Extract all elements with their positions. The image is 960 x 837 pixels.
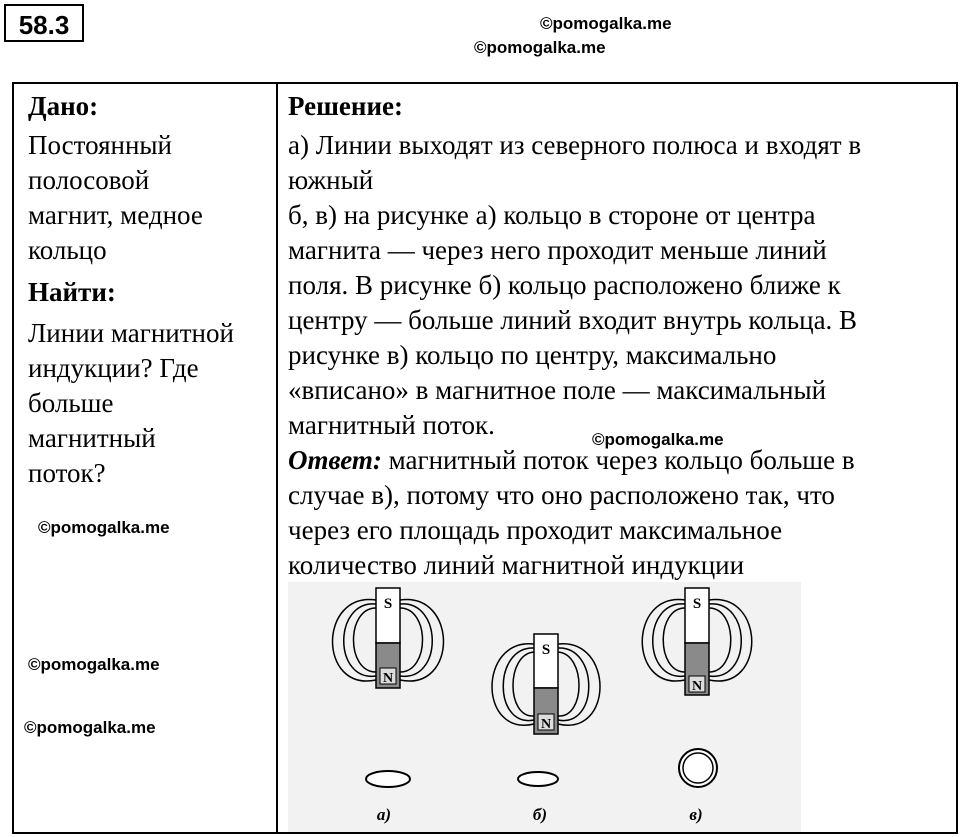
answer-line: количество линий магнитной индукции bbox=[288, 550, 745, 580]
solution-line: б, в) на рисунке а) кольцо в стороне от центра bbox=[288, 200, 816, 230]
watermark: ©pomogalka.me bbox=[592, 430, 724, 449]
ring-a bbox=[366, 771, 410, 787]
ring-c-inner bbox=[683, 753, 713, 783]
caption-b: б) bbox=[532, 805, 548, 824]
find-header: Найти: bbox=[28, 277, 116, 307]
answer-label: Ответ: bbox=[288, 445, 382, 475]
watermark: ©pomogalka.me bbox=[540, 14, 672, 33]
solution-line: рисунке в) кольцо по центру, максимально bbox=[288, 340, 777, 370]
given-line: магнит, медное bbox=[28, 200, 203, 230]
find-line: магнитный bbox=[28, 423, 156, 453]
pole-n-label: N bbox=[382, 671, 394, 686]
solution-text bbox=[288, 128, 958, 583]
watermark: ©pomogalka.me bbox=[28, 655, 160, 674]
find-text bbox=[28, 316, 273, 491]
ring-b bbox=[518, 772, 558, 786]
given-line: полосовой bbox=[28, 165, 150, 195]
problem-number: 58.3 bbox=[4, 4, 84, 42]
magnet-figure bbox=[288, 582, 801, 832]
pole-s-label: S bbox=[541, 642, 551, 658]
solution-line: поля. В рисунке б) кольцо расположено ближе к bbox=[288, 270, 841, 300]
solution-header: Решение: bbox=[288, 91, 403, 121]
solution-line: южный bbox=[288, 165, 374, 195]
find-line: Линии магнитной bbox=[28, 318, 234, 348]
watermark: ©pomogalka.me bbox=[38, 518, 170, 537]
find-line: поток? bbox=[28, 458, 106, 488]
watermark: ©pomogalka.me bbox=[474, 38, 606, 57]
given-line: Постоянный bbox=[28, 130, 172, 160]
pole-s-label: S bbox=[383, 596, 393, 612]
caption-c: в) bbox=[689, 805, 703, 824]
solution-line: центру — больше линий входит внутрь кольца. В bbox=[288, 305, 858, 335]
find-line: больше bbox=[28, 388, 114, 418]
given-header: Дано: bbox=[28, 91, 99, 121]
pole-s-label: S bbox=[692, 596, 702, 612]
answer-line: через его площадь проходит максимальное bbox=[288, 515, 783, 545]
find-line: индукции? Где bbox=[28, 353, 199, 383]
solution-line: «вписано» в магнитное поле — максимальный bbox=[288, 375, 827, 405]
answer-text: магнитный поток через кольцо больше в bbox=[381, 445, 855, 475]
watermark: ©pomogalka.me bbox=[24, 718, 156, 737]
solution-line: магнита — через него проходит меньше линий bbox=[288, 235, 827, 265]
solution-line: магнитный поток. bbox=[288, 410, 495, 440]
pole-n-label: N bbox=[691, 679, 703, 694]
answer-line: случае в), потому что оно расположено так, что bbox=[288, 480, 835, 510]
given-text bbox=[28, 128, 273, 268]
given-line: кольцо bbox=[28, 235, 107, 265]
pole-n-label: N bbox=[540, 717, 552, 732]
caption-a: а) bbox=[376, 805, 392, 824]
solution-line: а) Линии выходят из северного полюса и входят в bbox=[288, 130, 862, 160]
